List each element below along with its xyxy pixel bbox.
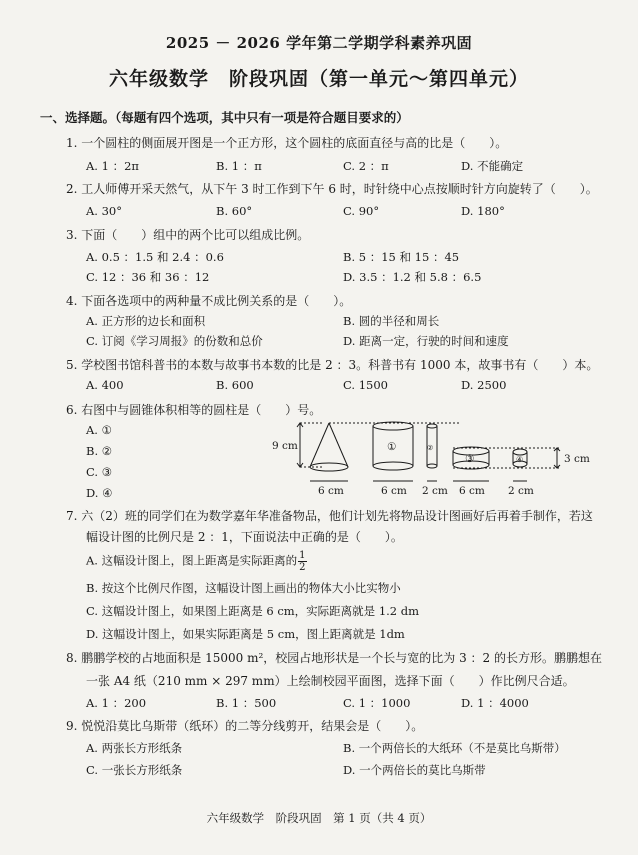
q1-option-b: B. 1 ：π (216, 159, 262, 173)
question-5-stem: 5. 学校图书馆科普书的本数与故事书本数的比是 2 ：3。科普书有 1000 本，故事书有（ ）本。 (66, 358, 599, 372)
question-7-stem-line-1: 7. 六（2）班的同学们在为数学嘉年华准备物品，他们计划先将物品设计图画好后再着手制作，若这 (66, 509, 593, 523)
question-7-stem-line-2: 幅设计图的比例尺是 2 ：1，下面说法中正确的是（ ）。 (86, 530, 403, 544)
q6-width-cone: 6 cm (318, 485, 344, 497)
q4-option-a: A. 正方形的边长和面积 (86, 314, 206, 328)
exam-title: 2025 － 2026 学年第二学期学科素养巩固 (165, 34, 473, 52)
q6-small-height-label: 3 cm (564, 453, 590, 465)
q4-option-c: C. 订阅《学习周报》的份数和总价 (86, 334, 263, 348)
question-9-stem: 9. 悦悦沿莫比乌斯带（纸环）的二等分线剪开，结果会是（ ）。 (66, 719, 424, 733)
q9-option-c: C. 一张长方形纸条 (86, 763, 183, 777)
q3-option-b: B. 5 ：15 和 15 ：45 (343, 250, 460, 264)
question-2-stem: 2. 工人师傅开采天然气，从下午 3 时工作到下午 6 时，时针绕中心点按顺时针方向旋转了（ ）。 (66, 182, 598, 196)
q6-option-c: C. ③ (86, 465, 113, 479)
q7-option-b: B. 按这个比例尺作图，这幅设计图上画出的物体大小比实物小 (86, 581, 401, 595)
q3-option-d: D. 3.5 ：1.2 和 5.8 ：6.5 (343, 270, 482, 284)
q8-option-a: A. 1 ：200 (86, 696, 147, 710)
q5-option-b: B. 600 (216, 378, 254, 392)
question-3-stem: 3. 下面（ ）组中的两个比可以组成比例。 (66, 228, 310, 242)
q7-option-a (86, 550, 307, 573)
q5-option-c: C. 1500 (343, 378, 388, 392)
section-title: 一、选择题。（每题有四个选项，其中只有一项是符合题目要求的） (40, 110, 409, 125)
fraction-numerator: 1 (299, 550, 306, 561)
q9-option-b: B. 一个两倍长的大纸环（不是莫比乌斯带） (343, 741, 566, 755)
q6-height-label: 9 cm (272, 440, 298, 452)
q6-mark-4: ④ (516, 455, 524, 464)
question-8-stem-line-1: 8. 鹏鹏学校的占地面积是 15000 m²，校园占地形状是一个长与宽的比为 3 ：2 的长方形。鹏鹏想在 (66, 651, 602, 665)
question-8-stem-line-2: 一张 A4 纸（210 mm × 297 mm）上绘制校园平面图，选择下面（ ）作比例尺合适。 (86, 674, 575, 688)
page-footer: 六年级数学 阶段巩固 第 1 页（共 4 页） (206, 811, 432, 825)
q3-option-a: A. 0.5 ：1.5 和 2.4 ：0.6 (86, 250, 224, 264)
q6-width-cylinder-1: 6 cm (381, 485, 407, 497)
q8-option-b: B. 1 ：500 (216, 696, 277, 710)
q8-option-d: D. 1 ：4000 (461, 696, 529, 710)
q6-mark-3: ③ (465, 453, 475, 465)
q6-option-a: A. ① (86, 423, 112, 437)
q5-option-a: A. 400 (86, 378, 124, 392)
q2-option-a: A. 30° (86, 204, 122, 218)
question-6-stem: 6. 右图中与圆锥体积相等的圆柱是（ ）号。 (66, 403, 322, 417)
q7-option-a-text: A. 这幅设计图上，图上距离是实际距离的 (86, 553, 298, 568)
q5-option-d: D. 2500 (461, 378, 507, 392)
q2-option-c: C. 90° (343, 204, 380, 218)
q4-option-d: D. 距离一定，行驶的时间和速度 (343, 334, 509, 348)
fraction-denominator: 2 (299, 562, 306, 573)
q2-option-d: D. 180° (461, 204, 505, 218)
question-4-stem: 4. 下面各选项中的两种量不成比例关系的是（ ）。 (66, 294, 352, 308)
q4-option-b: B. 圆的半径和周长 (343, 314, 440, 328)
q7-option-c: C. 这幅设计图上，如果图上距离是 6 cm，实际距离就是 1.2 dm (86, 604, 420, 618)
q1-option-c: C. 2 ：π (343, 159, 389, 173)
q3-option-c: C. 12 ：36 和 36 ：12 (86, 270, 210, 284)
q1-option-a: A. 1 ：2π (86, 159, 139, 173)
q9-option-a: A. 两张长方形纸条 (86, 741, 183, 755)
q6-mark-1: ① (387, 441, 397, 453)
q6-mark-2: ② (427, 444, 434, 452)
q1-option-d: D. 不能确定 (461, 159, 524, 173)
q6-width-cylinder-3: 6 cm (459, 485, 485, 497)
q6-option-b: B. ② (86, 444, 113, 458)
exam-subtitle: 六年级数学 阶段巩固（第一单元～第四单元） (108, 68, 529, 90)
q7-option-a-fraction (298, 550, 306, 573)
question-1-stem: 1. 一个圆柱的侧面展开图是一个正方形，这个圆柱的底面直径与高的比是（ ）。 (66, 136, 508, 150)
q6-width-cylinder-4: 2 cm (508, 485, 534, 497)
q8-option-c: C. 1 ：1000 (343, 696, 411, 710)
q2-option-b: B. 60° (216, 204, 253, 218)
q6-option-d: D. ④ (86, 486, 113, 500)
q9-option-d: D. 一个两倍长的莫比乌斯带 (343, 763, 486, 777)
q7-option-d: D. 这幅设计图上，如果实际距离是 5 cm，图上距离就是 1dm (86, 627, 405, 641)
q6-figure (270, 415, 590, 500)
q6-width-cylinder-2: 2 cm (422, 485, 448, 497)
